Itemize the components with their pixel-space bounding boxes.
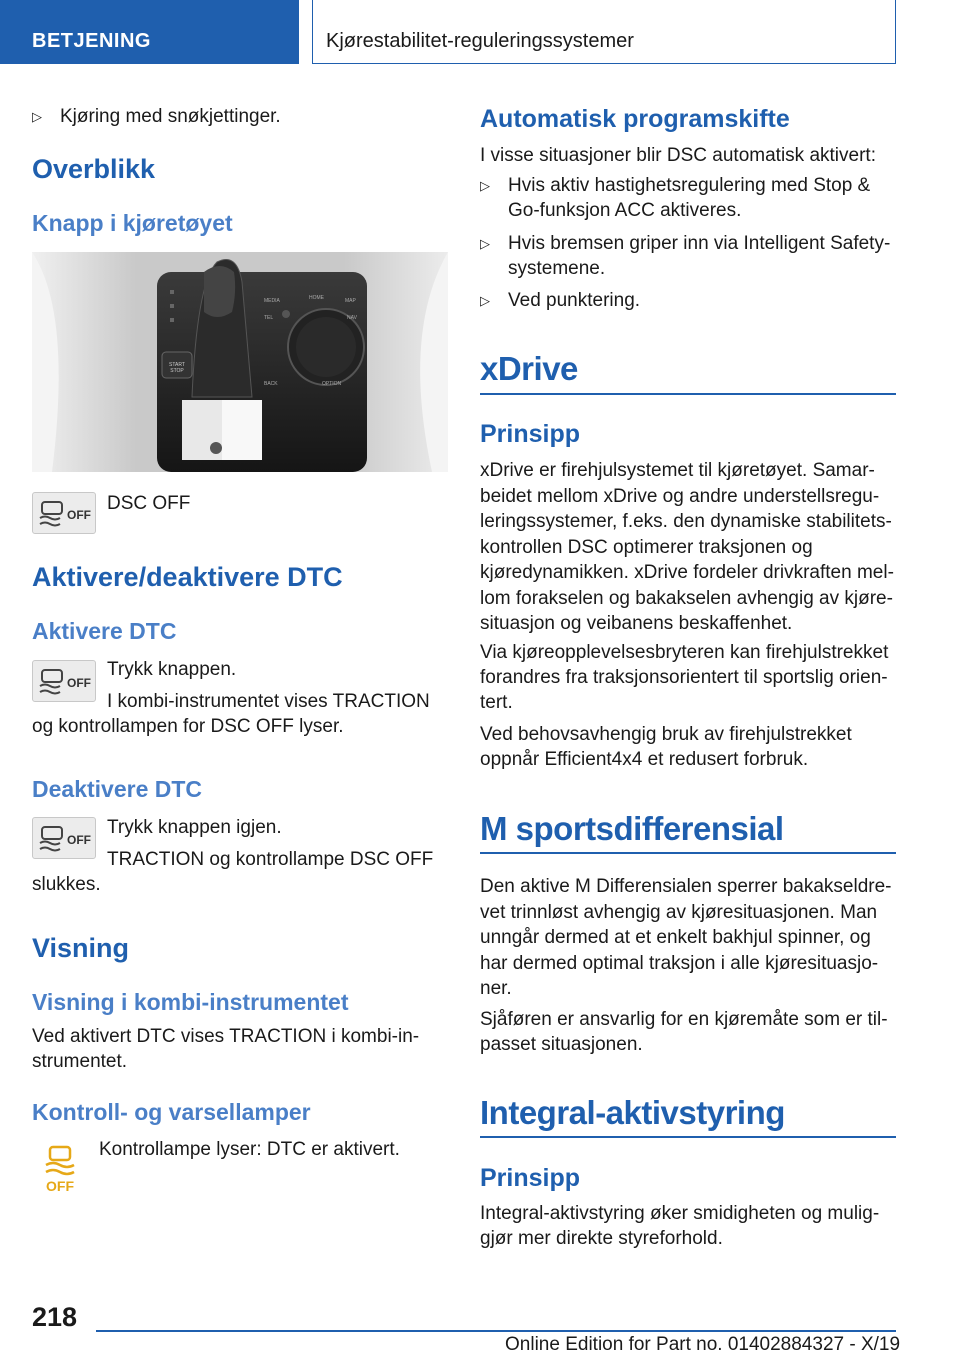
text-line: leringssystemer, f.eks. den dynamiske stabilitets- [480,511,892,532]
bullet-text-cont: Go-funksjon ACC aktiveres. [508,200,742,221]
text-line: lom forakselen og bakakselen avhengig av kjøre- [480,587,893,609]
integral-line1: Integral-aktivstyring øker smidigheten og mulig- [480,1203,880,1224]
text-line: ner. [480,978,512,999]
heading-auto-programskifte: Automatisk programskifte [480,105,790,133]
kontroll-text: Kontrollampe lyser: DTC er aktivert. [99,1139,400,1160]
heading-integral-aktivstyring: Integral-aktivstyring [480,1094,785,1131]
section-rule [480,1136,896,1138]
dsc-off-label: DSC OFF [107,493,191,514]
heading-xdrive: xDrive [480,350,578,387]
section-rule [480,393,896,395]
console-photo [32,252,448,472]
aktivere-result-line2: og kontrollampen for DSC OFF lyser. [32,716,344,737]
header-chapter-tab [312,0,896,64]
text-line: kjøredynamikken. xDrive fordeler drivkraften mel- [480,562,894,583]
heading-knapp: Knapp i kjøretøyet [32,210,233,236]
visning-text-line2: strumentet. [32,1051,128,1072]
page-number: 218 [32,1302,78,1332]
svg-text:START: START [169,362,185,368]
svg-text:TEL: TEL [264,315,274,321]
msport-p2-line1: Sjåføren er ansvarlig for en kjøremåte som er til- [480,1009,888,1030]
xdrive-p2-line3: tert. [480,692,513,713]
header-section-title: BETJENING [32,30,151,52]
xdrive-p2-line1: Via kjøreopplevelsesbryteren kan firehjulstrekket [480,642,889,663]
bullet-text: Hvis bremsen griper inn via Intelligent Safety- [508,233,891,254]
text-line: Den aktive M Differensialen sperrer bakakseldre- [480,876,892,897]
svg-text:OPTION: OPTION [322,381,342,387]
bullet-text: Ved punktering. [508,290,641,311]
deaktivere-result-line2: slukkes. [32,874,101,895]
text-line: kontrollen DSC optimerer traksjonen og [480,536,813,558]
bullet-text: Kjøring med snøkjettinger. [60,106,281,127]
xdrive-p2-line2: forandres fra traksjonsorientert til sportslig orien- [480,667,888,688]
text-line: har dermed optimal traksjon i alle kjøresituasjo- [480,952,879,974]
svg-text:HOME: HOME [309,295,324,301]
heading-visning-kombi: Visning i kombi-instrumentet [32,989,349,1015]
console-illustration [32,252,448,472]
edition-text: Online Edition for Part no. 01402884327 - X/19 [505,1334,901,1355]
text-line: beidet mellom xDrive og andre understellsregu- [480,485,880,507]
heading-aktivere-deaktivere: Aktivere/deaktivere DTC [32,562,343,592]
heading-deaktivere: Deaktivere DTC [32,776,203,802]
footer-rule [96,1330,896,1332]
dtc-indicator-lamp-icon [40,1143,80,1195]
svg-text:STOP: STOP [170,368,184,374]
heading-kontroll: Kontroll- og varsellamper [32,1099,311,1125]
dsc-off-icon [32,817,96,859]
svg-text:OFF: OFF [67,676,91,690]
svg-text:MEDIA: MEDIA [264,298,280,304]
text-line: vet trinnløst avhengig av kjøresituasjonen. Man [480,901,878,923]
deaktivere-result-line1: TRACTION og kontrollampe DSC OFF [107,849,434,870]
xdrive-p3-line2: oppnår Efficient4x4 et redusert forbruk. [480,749,809,770]
xdrive-paragraph [480,458,900,637]
svg-text:OFF: OFF [46,1178,74,1194]
aktivere-step: Trykk knappen. [107,659,237,680]
heading-visning: Visning [32,933,130,963]
bullet-triangle-icon: ▷ [480,236,490,251]
svg-text:NAV: NAV [347,315,357,321]
section-rule [480,852,896,854]
bullet-text: Hvis aktiv hastighetsregulering med Stop & [508,175,871,196]
xdrive-p3-line1: Ved behovsavhengig bruk av firehjulstrekket [480,724,852,745]
svg-text:MAP: MAP [345,298,356,304]
heading-overblikk: Overblikk [32,154,156,184]
text-line: unngår dermed at et enkelt bakhjul spinner, og [480,927,871,948]
text-line: xDrive er firehjulsystemet til kjøretøyet. Samar- [480,460,875,481]
svg-text:OFF: OFF [67,833,91,847]
header-section-tab [0,0,299,64]
msport-paragraph [480,874,900,1002]
msport-p2-line2: passet situasjonen. [480,1034,643,1055]
heading-prinsipp: Prinsipp [480,420,581,448]
bullet-triangle-icon: ▷ [480,178,490,193]
heading-aktivere: Aktivere DTC [32,618,177,644]
bullet-text-cont: systemene. [508,258,606,279]
svg-text:BACK: BACK [264,381,278,387]
bullet-triangle-icon: ▷ [32,109,42,124]
auto-intro: I visse situasjoner blir DSC automatisk aktivert: [480,145,876,166]
deaktivere-step: Trykk knappen igjen. [107,817,282,838]
header-chapter-title: Kjørestabilitet-reguleringssystemer [326,30,634,52]
text-line: situasjon og veibanens beskaffenhet. [480,613,793,634]
visning-text-line1: Ved aktivert DTC vises TRACTION i kombi-in- [32,1026,420,1047]
dsc-off-icon [32,660,96,702]
aktivere-result-line1: I kombi-instrumentet vises TRACTION [107,691,430,712]
integral-line2: gjør mer direkte styreforhold. [480,1228,723,1249]
heading-prinsipp: Prinsipp [480,1164,581,1192]
bullet-triangle-icon: ▷ [480,293,490,308]
svg-text:OFF: OFF [67,508,91,522]
dsc-off-icon [32,492,96,534]
heading-m-sportsdifferensial: M sportsdifferensial [480,810,784,847]
